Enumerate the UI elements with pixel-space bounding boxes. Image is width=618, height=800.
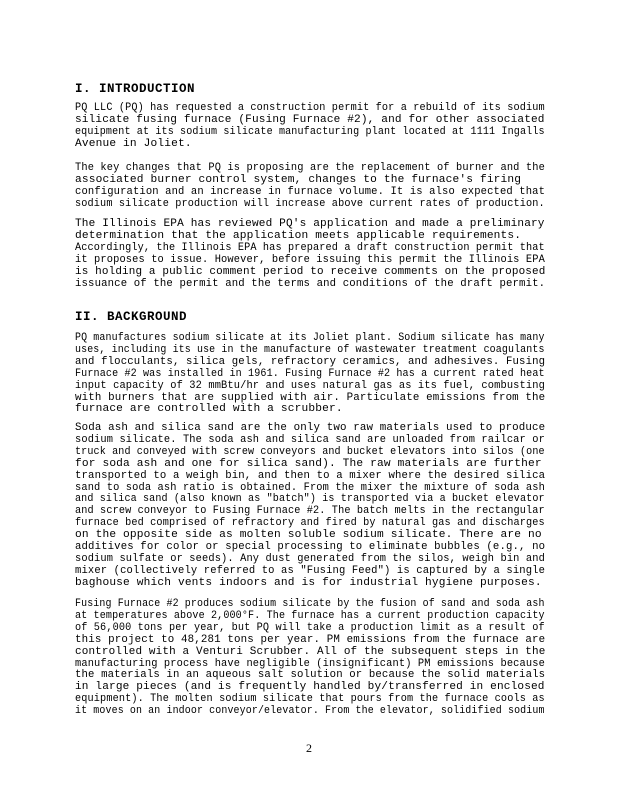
text-line: sand to soda ash ratio is obtained. From the mixer the mixture of soda ash (75, 481, 545, 494)
text-line: manufacturing process have negligible (insignificant) PM emissions because (75, 657, 545, 670)
text-line: equipment at its sodium silicate manufacturing plant located at 1111 Ingalls (75, 125, 545, 138)
text-line: of 56,000 tons per year, but PQ will take a production limit as a result of (75, 621, 545, 634)
text-line: Fusing Furnace #2 produces sodium silicate by the fusion of sand and soda ash (75, 598, 545, 610)
text-line: for soda ash and one for silica sand). The raw materials are further (75, 457, 542, 470)
text-line: The Illinois EPA has reviewed PQ's application and made a preliminary (75, 218, 545, 230)
text-line: it proposes to issue. However, before issuing this permit the Illinois EPA (75, 253, 545, 266)
text-line: this project to 48,281 tons per year. PM emissions from the furnace are (75, 633, 546, 646)
text-line: it moves on an indoor conveyor/elevator. From the elevator, solidified sodium (75, 705, 545, 718)
text-line: issuance of the permit and the terms and conditions of the draft permit. (75, 277, 546, 290)
intro-paragraph-2 (75, 163, 545, 211)
background-paragraph-2 (75, 423, 545, 590)
text-line: associated burner control system, changes to the furnace's firing (75, 173, 522, 186)
text-line: Accordingly, the Illinois EPA has prepared a draft construction permit that (75, 241, 545, 254)
text-line: equipment). The molten sodium silicate that pours from the furnace cools as (75, 693, 545, 706)
intro-paragraph-1 (75, 103, 545, 151)
text-line: Soda ash and silica sand are the only two raw materials used to produce (75, 422, 546, 434)
section-heading-introduction: I. INTRODUCTION (75, 82, 196, 96)
text-line: PQ LLC (PQ) has requested a construction permit for a rebuild of its sodium (75, 102, 545, 114)
page-number: 2 (306, 741, 312, 755)
text-line: sodium sulfate or seeds). Any dust generated from the silos, weigh bin and (75, 552, 545, 565)
text-line: in large pieces (and is frequently handled by/transferred in enclosed (75, 681, 545, 694)
text-line: determination that the application meets applicable requirements. (75, 229, 522, 242)
text-line: additives for color or special processing to eliminate bubbles (e.g., no (75, 541, 546, 554)
text-line: and silica sand (also known as "batch") is transported via a bucket elevator (75, 493, 545, 506)
text-line: truck and conveyed with screw conveyors and bucket elevators into silos (one (75, 445, 545, 458)
text-line: baghouse which vents indoors and is for industrial hygiene purposes. (75, 576, 542, 589)
text-line: sodium silicate production will increase above current rates of production. (75, 197, 545, 210)
text-line: is holding a public comment period to receive comments on the proposed (75, 265, 546, 278)
text-line: with burners that are supplied with air. Particulate emissions from the (75, 391, 546, 404)
text-line: controlled with a Venturi Scrubber. All of the subsequent steps in the (75, 645, 546, 658)
text-line: Furnace #2 was installed in 1961. Fusing Furnace #2 has a current rated heat (75, 367, 545, 380)
text-line: on the opposite side as molten soluble sodium silicate. There are no (75, 529, 542, 542)
text-line: uses, including its use in the manufacture of wastewater treatment coagulants (75, 343, 545, 356)
text-line: silicate fusing furnace (Fusing Furnace #2), and for other associated (75, 113, 545, 126)
text-line: mixer (collectively referred to as "Fusing Feed") is captured by a single (75, 564, 546, 577)
text-line: and screw conveyor to Fusing Furnace #2. The batch melts in the rectangular (75, 505, 545, 518)
text-line: input capacity of 32 mmBtu/hr and uses natural gas as its fuel, combusting (75, 379, 545, 392)
text-line: furnace are controlled with a scrubber. (75, 403, 343, 416)
section-heading-background: II. BACKGROUND (75, 310, 188, 324)
text-line: transported to a weigh bin, and then to a mixer where the desired silica (75, 469, 546, 482)
text-line: and flocculants, silica gels, refractory ceramics, and adhesives. Fusing (75, 355, 546, 368)
text-line: configuration and an increase in furnace volume. It is also expected that (75, 185, 546, 198)
text-line: furnace bed comprised of refractory and fired by natural gas and discharges (75, 517, 545, 530)
background-paragraph-1 (75, 333, 545, 416)
text-line: PQ manufactures sodium silicate at its Joliet plant. Sodium silicate has many (75, 332, 545, 344)
background-paragraph-3 (75, 599, 545, 718)
intro-paragraph-3 (75, 219, 545, 290)
text-line: Avenue in Joliet. (75, 137, 192, 150)
text-line: at temperatures above 2,000°F. The furnace has a current production capacity (75, 609, 545, 622)
text-line: sodium silicate. The soda ash and silica sand are unloaded from railcar or (75, 433, 545, 446)
text-line: the materials in an aqueous salt solution or because the solid materials (75, 669, 546, 682)
text-line: The key changes that PQ is proposing are the replacement of burner and the (75, 162, 545, 174)
